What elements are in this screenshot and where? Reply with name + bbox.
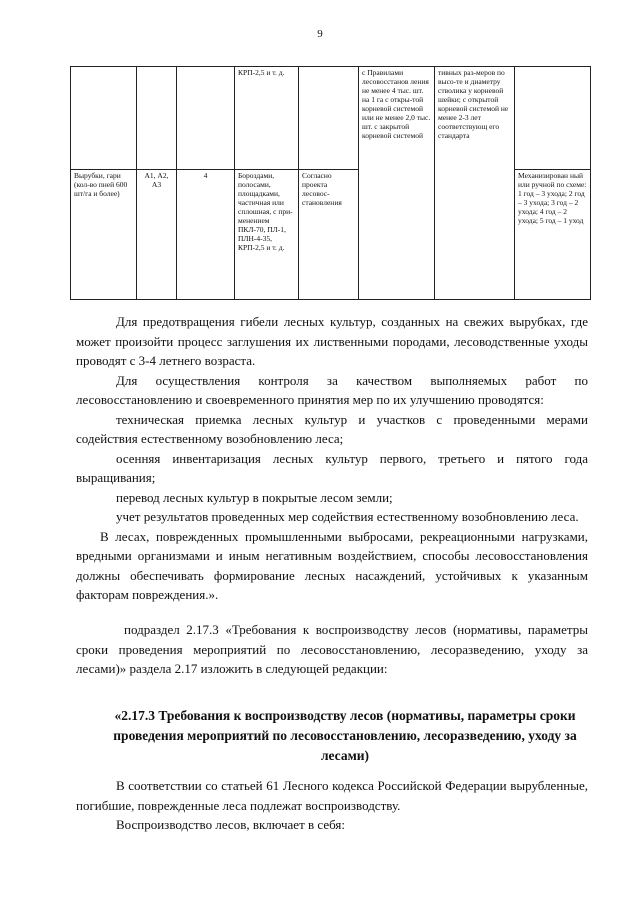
body-text-block bbox=[76, 620, 588, 679]
table-cell: А1, А2, А3 bbox=[137, 170, 177, 300]
table-cell: Механизирован ный или ручной по схеме: 1 год – 3 ухода; 2 год – 3 ухода; 3 год – 2 ухода; 4 год – 2 ухода; 5 год – 1 уход bbox=[515, 170, 591, 300]
section-heading: «2.17.3 Требования к воспроизводству лесов (нормативы, параметры сроки проведения мероприятий по лесовосстановлению, лесоразведению, уходу за лесами) bbox=[113, 708, 577, 763]
paragraph: Для предотвращения гибели лесных культур, созданных на свежих вырубках, где может произойти процесс заглушения их лиственными породами, лесоводственные уходы проводят с 3-4 летнего возраста. bbox=[76, 314, 588, 368]
table-cell: Согласно проекта лесовос-становления bbox=[299, 170, 359, 300]
table-cell: КРП-2,5 и т. д. bbox=[235, 67, 299, 170]
list-item: учет результатов проведенных мер содействия естественному возобновлению леса. bbox=[116, 509, 579, 524]
paragraph: В соответствии со статьей 61 Лесного кодекса Российской Федерации вырубленные, погибшие, поврежденные леса подлежат воспроизводству. bbox=[76, 778, 588, 813]
continuation-table bbox=[70, 66, 591, 300]
paragraph: Воспроизводство лесов, включает в себя: bbox=[116, 817, 345, 832]
table-cell: Бороздами, полосами, площадками, частичная или сплошная, с при-менением ПКЛ-70, ПЛ-1, ПЛН-4-35, КРП-2,5 и т. д. bbox=[235, 170, 299, 300]
body-text-block bbox=[76, 776, 588, 835]
table-cell: с Правилами лесовосстанов ления не менее 4 тыс. шт. на 1 га с откры-той корневой системой или не менее 2,0 тыс. шт. с закрытой корневой системой bbox=[359, 67, 435, 300]
table-row bbox=[71, 67, 591, 170]
table-cell bbox=[177, 67, 235, 170]
table-cell bbox=[515, 67, 591, 170]
page-number: 9 bbox=[317, 28, 323, 40]
table-cell: тивных раз-меров по высо-те и диаметру стволика у корневой шейки; с открытой корневой системой не менее 2-3 лет соответствующ его стандарта bbox=[435, 67, 515, 300]
table-cell bbox=[71, 67, 137, 170]
table-cell: Вырубки, гари (кол-во пней 600 шт/га и более) bbox=[71, 170, 137, 300]
table-cell bbox=[137, 67, 177, 170]
body-text-block bbox=[76, 312, 588, 605]
list-item: перевод лесных культур в покрытые лесом земли; bbox=[116, 489, 393, 505]
paragraph: В лесах, поврежденных промышленными выбросами, рекреационными нагрузками, вредными организмами и иным негативным воздействием, способы лесовосстановления должны обеспечивать формирование лесных насаждений, устойчивых к указанным факторам повреждения.». bbox=[76, 528, 588, 602]
table-cell bbox=[299, 67, 359, 170]
paragraph: подраздел 2.17.3 «Требования к воспроизводству лесов (нормативы, параметры сроки проведения мероприятий по лесовосстановлению, лесоразведению, уходу за лесами)» раздела 2.17 изложить в следующей редакции: bbox=[76, 622, 588, 676]
table-cell: 4 bbox=[177, 170, 235, 300]
paragraph: Для осуществления контроля за качеством выполняемых работ по лесовосстановлению и своевременного принятия мер по их улучшению проводятся: bbox=[76, 372, 588, 407]
list-item: осенняя инвентаризация лесных культур первого, третьего и пятого года выращивания; bbox=[76, 450, 588, 485]
list-item: техническая приемка лесных культур и участков с проведенными мерами содействия естественному возобновлению леса; bbox=[76, 411, 588, 446]
